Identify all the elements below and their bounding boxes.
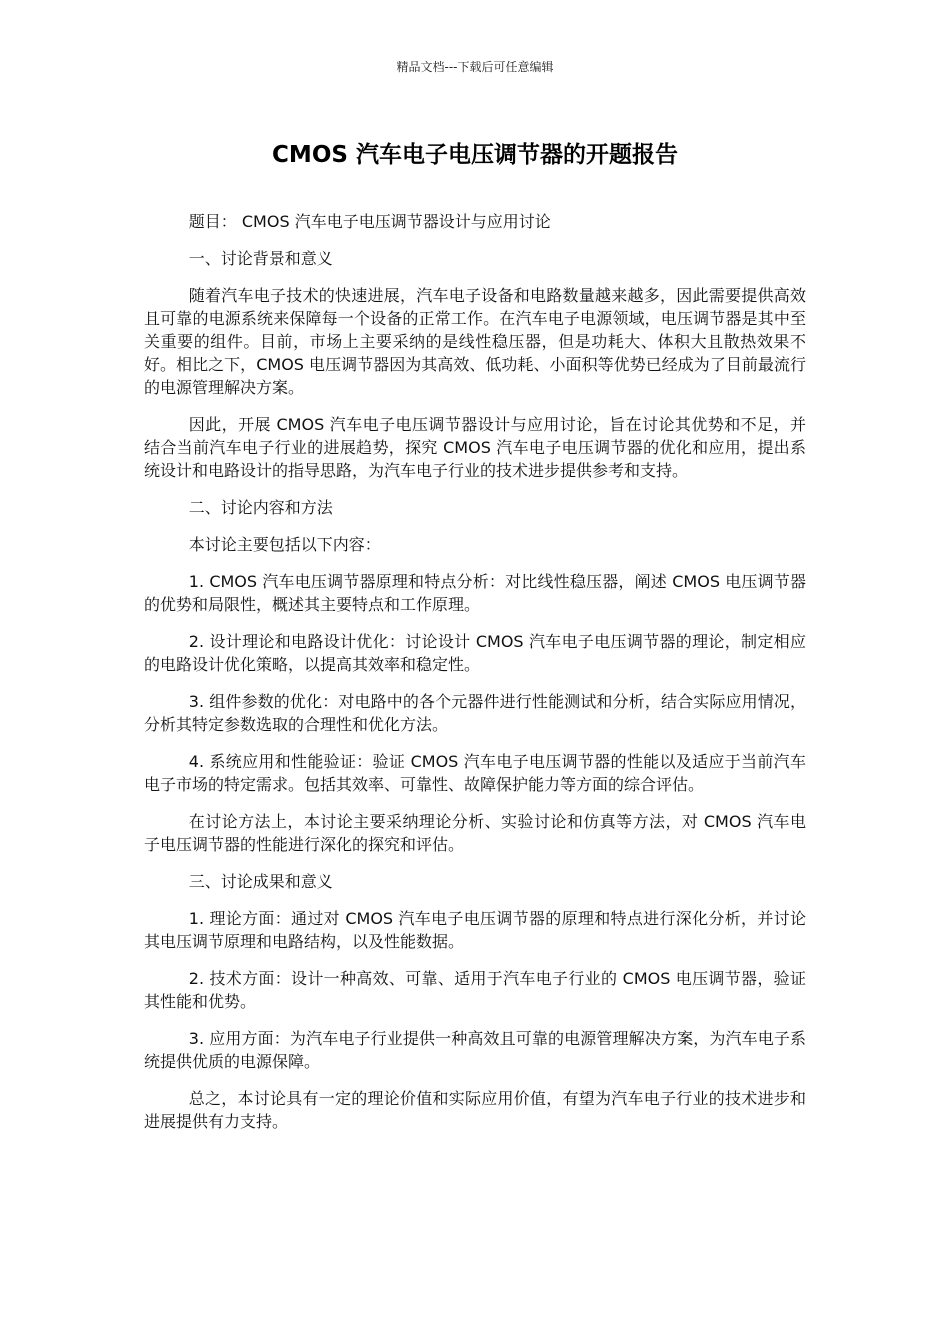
page-header-note: 精品文档---下载后可任意编辑	[396, 60, 554, 74]
document-body	[144, 210, 806, 1147]
section-heading-content-methods: 二、讨论内容和方法	[188, 498, 333, 517]
background-paragraph: 随着汽车电子技术的快速进展，汽车电子设备和电路数量越来越多，因此需要提供高效且可靠的电源系统来保障每一个设备的正常工作。在汽车电子电源领域，电压调节器是其中至关重要的组件。目前，市场上主要采纳的是线性稳压器，但是功耗大、体积大且散热效果不好。相比之下，CMOS 电压调节器因为其高效、低功耗、小面积等优势已经成为了目前最流行的电源管理解决方案。	[144, 286, 806, 397]
result-item-2: 2. 技术方面：设计一种高效、可靠、适用于汽车电子行业的 CMOS 电压调节器，验证其性能和优势。	[144, 969, 806, 1011]
section-heading-background: 一、讨论背景和意义	[188, 249, 333, 268]
result-item-3: 3. 应用方面：为汽车电子行业提供一种高效且可靠的电源管理解决方案，为汽车电子系统提供优质的电源保障。	[144, 1029, 806, 1071]
result-item-1: 1. 理论方面：通过对 CMOS 汽车电子电压调节器的原理和特点进行深化分析，并讨论其电压调节原理和电路结构，以及性能数据。	[144, 909, 806, 951]
content-intro: 本讨论主要包括以下内容：	[188, 535, 381, 554]
purpose-paragraph: 因此，开展 CMOS 汽车电子电压调节器设计与应用讨论，旨在讨论其优势和不足，并结合当前汽车电子行业的进展趋势，探究 CMOS 汽车电子电压调节器的优化和应用，提出系统设计和电路设计的指导思路，为汽车电子行业的技术进步提供参考和支持。	[144, 415, 806, 480]
section-heading-results: 三、讨论成果和意义	[188, 872, 333, 891]
document-title: CMOS 汽车电子电压调节器的开题报告	[272, 142, 678, 168]
content-item-3: 3. 组件参数的优化：对电路中的各个元器件进行性能测试和分析，结合实际应用情况，分析其特定参数选取的合理性和优化方法。	[144, 692, 806, 734]
content-item-4: 4. 系统应用和性能验证：验证 CMOS 汽车电子电压调节器的性能以及适应于当前汽车电子市场的特定需求。包括其效率、可靠性、故障保护能力等方面的综合评估。	[144, 752, 806, 794]
content-item-2: 2. 设计理论和电路设计优化：讨论设计 CMOS 汽车电子电压调节器的理论，制定相应的电路设计优化策略，以提高其效率和稳定性。	[144, 632, 806, 674]
content-item-1: 1. CMOS 汽车电压调节器原理和特点分析：对比线性稳压器，阐述 CMOS 电压调节器的优势和局限性，概述其主要特点和工作原理。	[144, 572, 806, 614]
conclusion-paragraph: 总之，本讨论具有一定的理论价值和实际应用价值，有望为汽车电子行业的技术进步和进展提供有力支持。	[144, 1089, 806, 1131]
topic-line: 题目： CMOS 汽车电子电压调节器设计与应用讨论	[188, 212, 551, 231]
methods-paragraph: 在讨论方法上，本讨论主要采纳理论分析、实验讨论和仿真等方法，对 CMOS 汽车电子电压调节器的性能进行深化的探究和评估。	[144, 812, 806, 854]
